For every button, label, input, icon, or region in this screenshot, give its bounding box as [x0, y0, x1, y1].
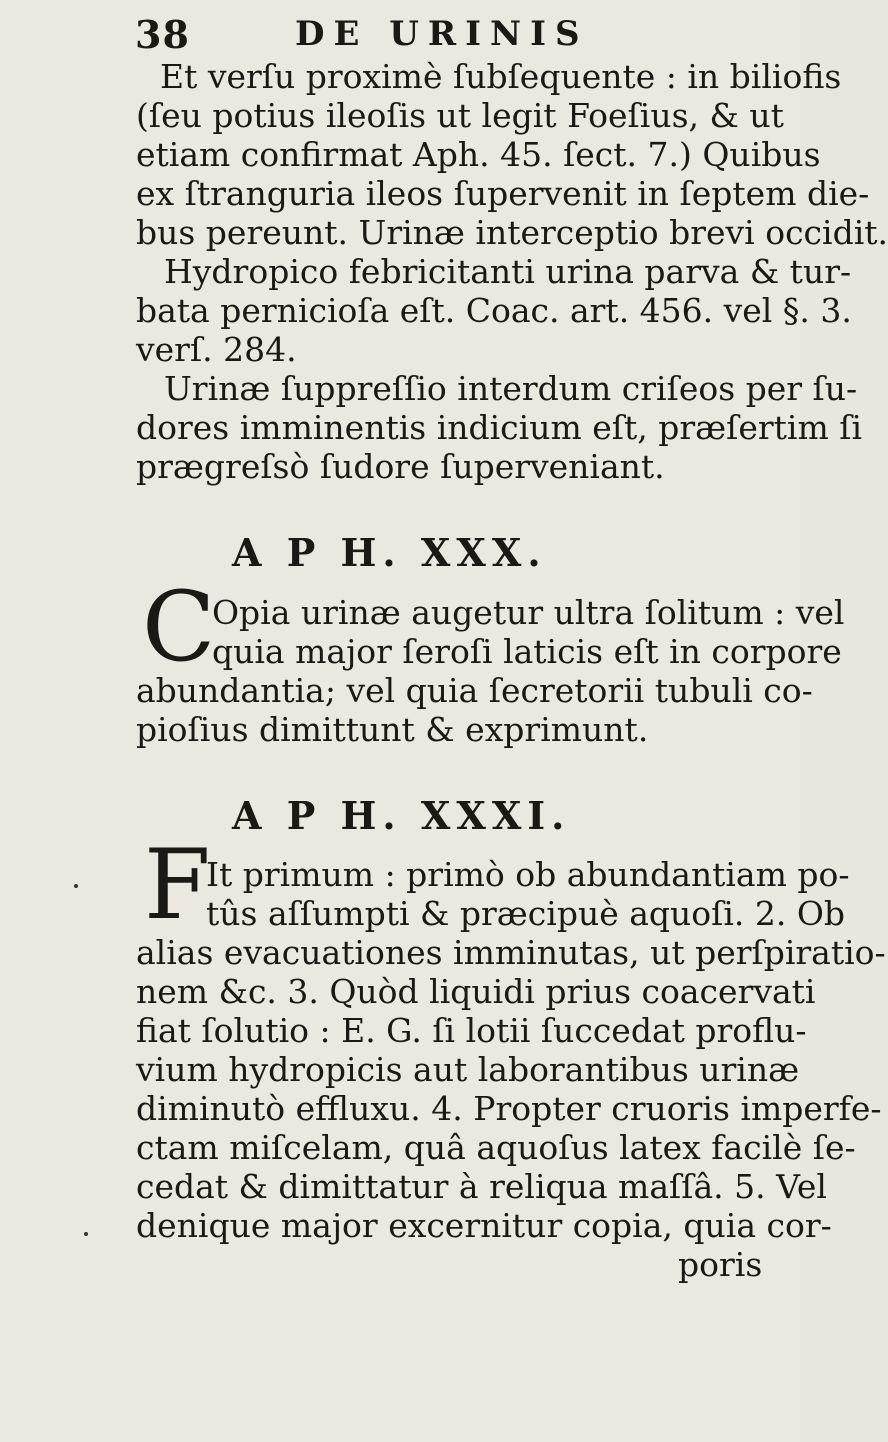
catchword: poris: [678, 1245, 763, 1284]
text-line: Opia urinæ augetur ultra ſolitum : vel: [212, 593, 845, 632]
text-line: alias evacuationes imminutas, ut perſpiratio-: [136, 933, 886, 972]
text-line: tûs aſſumpti & præcipuè aquoſi. 2. Ob: [206, 894, 846, 933]
text-line: pioſius dimittunt & exprimunt.: [136, 710, 649, 749]
margin-speck: [74, 884, 78, 888]
aphorism-heading: A P H. XXXI.: [232, 793, 571, 838]
page-number: 38: [135, 12, 190, 57]
text-line: abundantia; vel quia ſecretorii tubuli co-: [136, 671, 813, 710]
text-line: Urinæ ſuppreſſio interdum criſeos per ſu-: [164, 369, 858, 408]
aphorism-heading: A P H. XXX.: [232, 530, 547, 575]
text-line: (ſeu potius ileoſis ut legit Foeſius, & ut: [136, 96, 784, 135]
text-line: etiam confirmat Aph. 45. ſect. 7.) Quibus: [136, 135, 821, 174]
drop-cap: F: [144, 829, 211, 941]
text-line: dores imminentis indicium eſt, præſertim ſi: [136, 408, 863, 447]
text-line: Hydropico febricitanti urina parva & tur-: [164, 252, 852, 291]
text-line: bata pernicioſa eſt. Coac. art. 456. vel §. 3.: [136, 291, 852, 330]
drop-cap: C: [142, 571, 216, 683]
running-head: DE URINIS: [295, 14, 589, 54]
text-line: prægreſsò ſudore ſuperveniant.: [136, 447, 665, 486]
text-line: ctam miſcelam, quâ aquoſus latex facilè ſe-: [136, 1128, 856, 1167]
text-line: diminutò effluxu. 4. Propter cruoris imperfe-: [136, 1089, 882, 1128]
text-line: bus pereunt. Urinæ interceptio brevi occidit.: [136, 213, 888, 252]
text-line: It primum : primò ob abundantiam po-: [206, 855, 850, 894]
text-line: ex ſtranguria ileos ſupervenit in ſeptem die-: [136, 174, 870, 213]
text-line: Et verſu proximè ſubſequente : in biliofis: [160, 57, 842, 96]
text-line: cedat & dimittatur à reliqua maſſâ. 5. Vel: [136, 1167, 827, 1206]
text-line: nem &c. 3. Quòd liquidi prius coacervati: [136, 972, 816, 1011]
page-header: [0, 8, 800, 58]
text-line: denique major excernitur copia, quia cor-: [136, 1206, 832, 1245]
text-line: fiat ſolutio : E. G. ſi lotii ſuccedat proflu-: [136, 1011, 807, 1050]
text-line: quia major ſeroſi laticis eſt in corpore: [212, 632, 842, 671]
text-line: vium hydropicis aut laborantibus urinæ: [136, 1050, 800, 1089]
text-line: verſ. 284.: [136, 330, 297, 369]
margin-speck: [84, 1232, 88, 1236]
